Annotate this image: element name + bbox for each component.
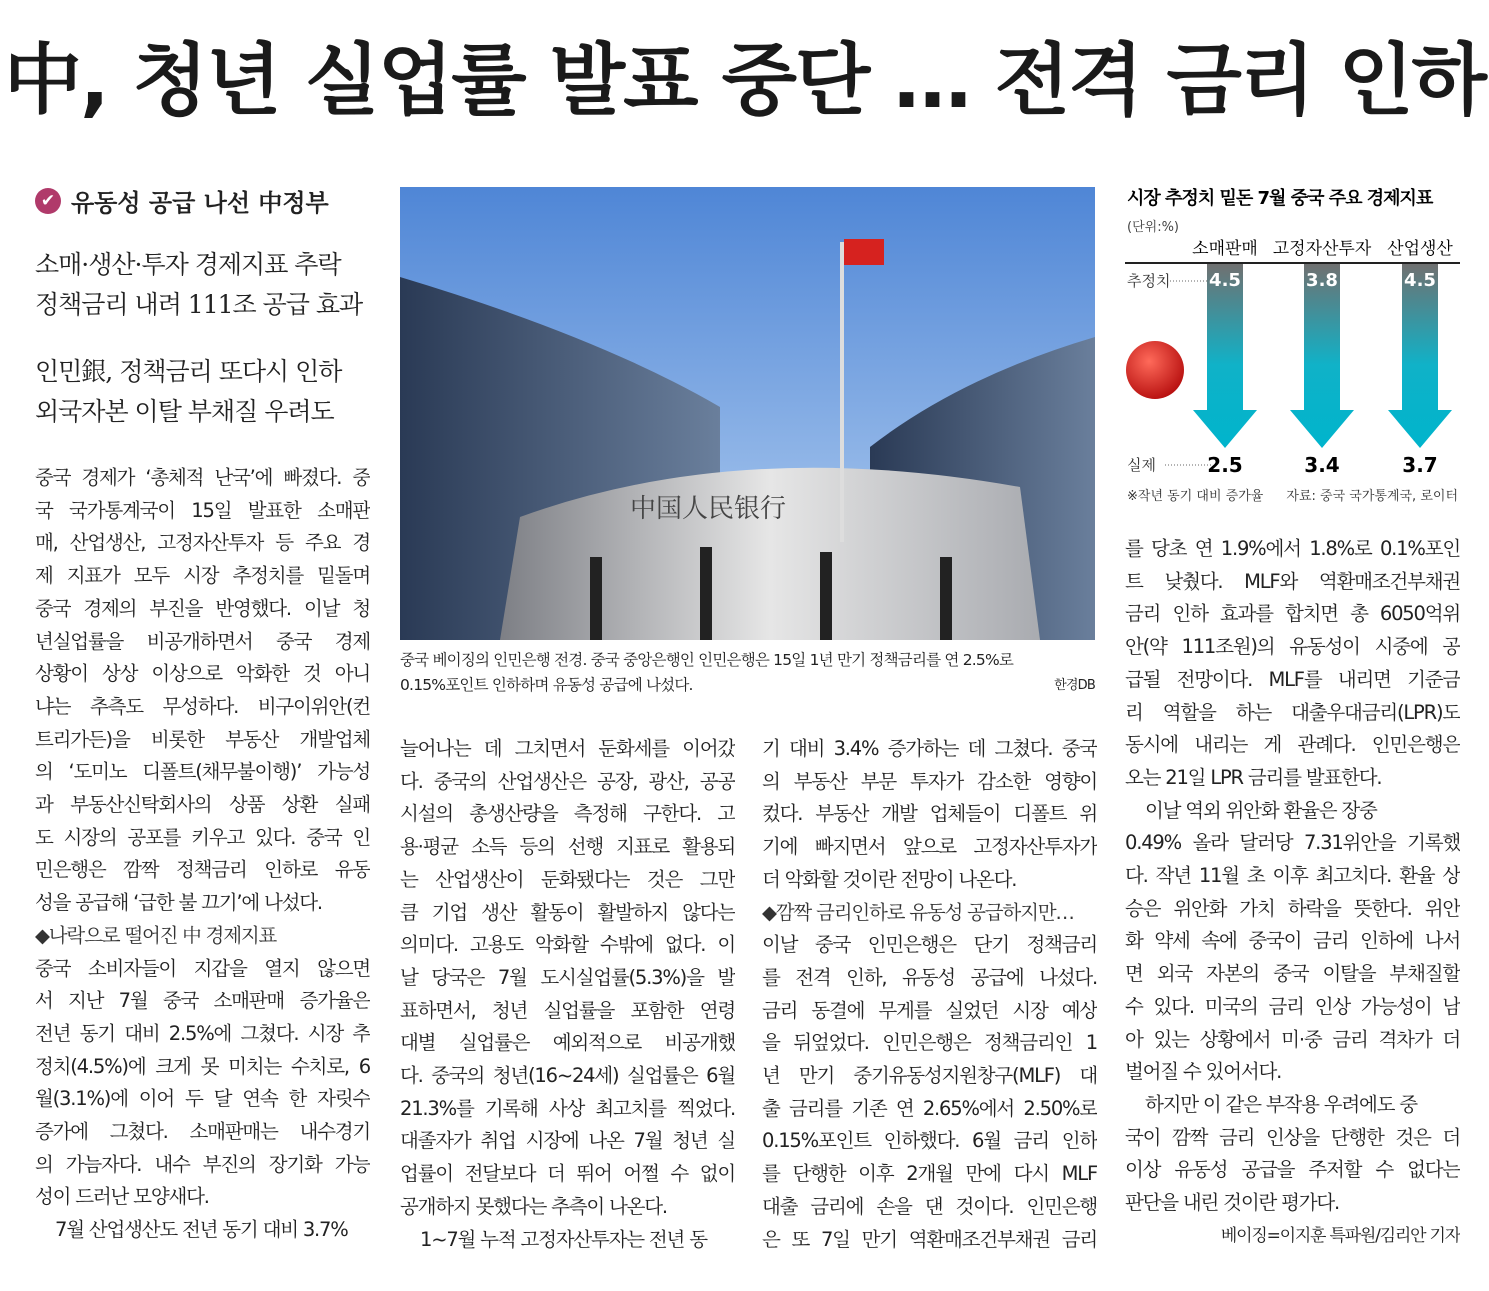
subhead: 정책금리 내려 111조 공급 효과 xyxy=(35,290,363,319)
article-line: ◆깜짝 금리인하로 유동성 공급하지만… xyxy=(762,900,1074,924)
article-line: 판단을 내린 것이란 평가다. xyxy=(1125,1191,1340,1215)
article-line: 는 산업생산이 둔화됐다는 것은 그만 xyxy=(400,867,735,891)
bank-photo xyxy=(400,187,1095,640)
article-line: 성을 공급해 ‘급한 불 끄기’에 나섰다. xyxy=(35,891,322,915)
byline: 베이징=이지훈 특파원/김리안 기자 xyxy=(1220,1225,1460,1246)
article-line: 벌어질 수 있어서다. xyxy=(1125,1060,1282,1084)
photo-credit: 한경DB xyxy=(1054,678,1095,693)
estimate-value: 4.5 xyxy=(1209,270,1241,291)
article-line: 오는 21일 LPR 금리를 발표한다. xyxy=(1125,765,1382,789)
actual-value: 3.4 xyxy=(1304,453,1340,477)
article-line: 국이 깜짝 금리 인상을 단행한 것은 더 xyxy=(1125,1125,1460,1149)
article-line: 의 가늠자다. 내수 부진의 장기화 가능 xyxy=(35,1152,370,1176)
article-line: 은 또 7일 만기 역환매조건부채권 금리 xyxy=(762,1227,1097,1251)
category-label: 산업생산 xyxy=(1387,239,1453,259)
article-line: 과 부동산신탁회사의 상품 상환 실패 xyxy=(35,793,370,817)
indicator-chart xyxy=(1125,180,1460,510)
article-line: 중국 경제가 ‘총체적 난국’에 빠졌다. 중 xyxy=(35,466,370,489)
article-line: 출 금리를 기존 연 2.65%에서 2.50%로 xyxy=(762,1096,1097,1120)
article-line: 월(3.1%)에 이어 두 달 연속 한 자릿수 xyxy=(35,1087,370,1111)
article-line: 성이 드러난 모양새다. xyxy=(35,1185,209,1209)
article-line: 시설의 총생산량을 측정해 구한다. 고 xyxy=(400,802,735,826)
actual-label: 실제 xyxy=(1127,456,1156,474)
article-line: 상황이 상상 이상으로 악화한 것 아니 xyxy=(35,662,370,686)
article-line: 0.49% 올라 달러당 7.31위안을 기록했 xyxy=(1125,831,1460,855)
china-flag-ball-icon xyxy=(1126,341,1184,399)
article-line: 의미다. 고용도 악화할 수밖에 없다. 이 xyxy=(400,933,735,957)
article-line: 더 악화할 것이란 전망이 나온다. xyxy=(762,867,1017,891)
chart-source: 자료: 중국 국가통계국, 로이터 xyxy=(1286,489,1458,504)
article-line: 동시에 내리는 게 관례다. 인민은행은 xyxy=(1125,733,1460,757)
subhead: 소매·생산·투자 경제지표 추락 xyxy=(35,250,341,279)
article-line: 대별 실업률은 예외적으로 비공개했 xyxy=(400,1031,735,1055)
article-line: 의 부동산 부문 투자가 감소한 영향이 xyxy=(762,769,1097,793)
check-icon: ✔ xyxy=(35,188,61,214)
article-line: 늘어나는 데 그치면서 둔화세를 이어갔 xyxy=(400,737,735,760)
kicker-text: 유동성 공급 나선 中정부 xyxy=(71,189,329,217)
article-line: 대출 금리에 손을 댄 것이다. 인민은행 xyxy=(762,1194,1097,1218)
article-line: 트 낮췄다. MLF와 역환매조건부채권 xyxy=(1125,569,1460,593)
article-line: 중국 소비자들이 지갑을 열지 않으면 xyxy=(35,956,370,980)
article-line: 을 뒤엎었다. 인민은행은 정책금리인 1 xyxy=(762,1031,1097,1055)
article-line: 리 역할을 하는 대출우대금리(LPR)도 xyxy=(1125,700,1460,724)
article-line: ◆나락으로 떨어진 中 경제지표 xyxy=(35,923,277,947)
article-line: 21.3%를 기록해 사상 최고치를 찍었다. xyxy=(400,1096,735,1120)
article-line: 의 ‘도미노 디폴트(채무불이행)’ 가능성 xyxy=(35,760,370,784)
article-line: 안(약 111조원)의 유동성이 시중에 공 xyxy=(1125,635,1460,659)
kicker xyxy=(35,183,329,218)
photo-caption xyxy=(400,648,1095,698)
article-line: 이날 중국 인민은행은 단기 정책금리 xyxy=(762,933,1097,957)
article-line: 민은행은 깜짝 정책금리 인하로 유동 xyxy=(35,858,370,882)
article-line: 1~7월 누적 고정자산투자는 전년 동 xyxy=(420,1227,707,1251)
chart-unit: (단위:%) xyxy=(1127,220,1179,235)
article-line: 다. 중국의 산업생산은 공장, 광산, 공공 xyxy=(400,769,735,793)
article-line: 년실업률을 비공개하면서 중국 경제 xyxy=(35,629,370,653)
article-line: 트리가든)을 비롯한 부동산 개발업체 xyxy=(35,727,370,751)
caption-line: 0.15%포인트 인하하며 유동성 공급에 나섰다. xyxy=(400,676,693,694)
article-line: 매, 산업생산, 고정자산투자 등 주요 경 xyxy=(35,531,370,555)
article-column-1 xyxy=(35,462,370,1247)
article-column-3 xyxy=(762,733,1097,1256)
article-line: 년 만기 중기유동성지원창구(MLF) 대 xyxy=(762,1064,1097,1088)
article-line: 중국 경제의 부진을 반영했다. 이날 청 xyxy=(35,596,370,620)
category-label: 소매판매 xyxy=(1192,239,1258,259)
estimate-value: 3.8 xyxy=(1306,270,1338,291)
article-line: 이날 역외 위안화 환율은 장중 xyxy=(1145,798,1377,822)
article-line: 이상 유동성 공급을 주저할 수 없다는 xyxy=(1125,1158,1460,1182)
decline-arrow xyxy=(1193,264,1257,448)
article-line: 7월 산업생산도 전년 동기 대비 3.7% xyxy=(55,1218,348,1242)
article-line: 아 있는 상황에서 미·중 금리 격차가 더 xyxy=(1125,1027,1460,1051)
article-line: 서 지난 7월 중국 소매판매 증가율은 xyxy=(35,989,370,1013)
article-line: 를 전격 인하, 유동성 공급에 나섰다. xyxy=(762,965,1097,989)
article-line: 날 당국은 7월 도시실업률(5.3%)을 발 xyxy=(400,965,735,989)
article-line: 기에 빠지면서 앞으로 고정자산투자가 xyxy=(762,835,1097,859)
subhead: 외국자본 이탈 부채질 우려도 xyxy=(35,397,334,426)
article-line: 표하면서, 청년 실업률을 포함한 연령 xyxy=(400,998,735,1022)
article-line: 용·평균 소득 등의 선행 지표로 활용되 xyxy=(400,835,735,859)
article-line: 면 외국 자본의 중국 이탈을 부채질할 xyxy=(1125,962,1460,986)
article-line: 다. 작년 11월 초 이후 최고치다. 환율 상 xyxy=(1125,864,1460,888)
actual-value: 3.7 xyxy=(1402,453,1438,477)
article-line: 도 시장의 공포를 키우고 있다. 중국 인 xyxy=(35,825,370,849)
article-column-2 xyxy=(400,733,735,1256)
decline-arrow xyxy=(1290,264,1354,448)
article-line: 승은 위안화 가치 하락을 뜻한다. 위안 xyxy=(1125,896,1460,920)
article-line: 제 지표가 모두 시장 추정치를 밑돌며 xyxy=(35,564,370,588)
article-line: 공개하지 못했다는 추측이 나온다. xyxy=(400,1194,667,1218)
article-line: 급될 전망이다. MLF를 내리면 기준금 xyxy=(1125,667,1460,691)
article-line: 수 있다. 미국의 금리 인상 가능성이 남 xyxy=(1125,994,1460,1018)
article-line: 업률이 전달보다 더 뛰어 어쩔 수 없이 xyxy=(400,1162,735,1186)
article-line: 0.15%포인트 인하했다. 6월 금리 인하 xyxy=(762,1129,1097,1153)
article-line: 화 약세 속에 중국이 금리 인하에 나서 xyxy=(1125,929,1460,953)
article-line: 를 당초 연 1.9%에서 1.8%로 0.1%포인 xyxy=(1125,537,1460,560)
article-line: 다. 중국의 청년(16~24세) 실업률은 6월 xyxy=(400,1064,735,1088)
building-sign: 中国人民银行 xyxy=(630,494,787,524)
article-line: 전년 동기 대비 2.5%에 그쳤다. 시장 추 xyxy=(35,1021,370,1045)
article-line: 대졸자가 취업 시장에 나온 7월 청년 실 xyxy=(400,1129,735,1153)
actual-value: 2.5 xyxy=(1207,453,1243,477)
article-line: 금리 인하 효과를 합치면 총 6050억위 xyxy=(1125,602,1460,626)
caption-line: 중국 베이징의 인민은행 전경. 중국 중앙은행인 인민은행은 15일 1년 만기 정책금리를 연 2.5%로 xyxy=(400,651,1014,669)
estimate-value: 4.5 xyxy=(1404,270,1436,291)
article-line: 냐는 추측도 무성하다. 비구이위안(컨 xyxy=(35,694,370,718)
article-line: 하지만 이 같은 부작용 우려에도 중 xyxy=(1145,1092,1417,1116)
article-line: 컸다. 부동산 개발 업체들이 디폴트 위 xyxy=(762,802,1097,826)
subhead: 인민銀, 정책금리 또다시 인하 xyxy=(35,357,342,386)
decline-arrow xyxy=(1388,264,1452,448)
article-line: 를 단행한 이후 2개월 만에 다시 MLF xyxy=(762,1162,1097,1186)
article-line: 기 대비 3.4% 증가하는 데 그쳤다. 중국 xyxy=(762,737,1097,760)
headline: 中, 청년 실업률 발표 중단 … 전격 금리 인하 xyxy=(3,36,1486,126)
article-line: 증가에 그쳤다. 소매판매는 내수경기 xyxy=(35,1120,370,1144)
chart-title: 시장 추정치 밑돈 7월 중국 주요 경제지표 xyxy=(1127,188,1433,209)
article-line: 국 국가통계국이 15일 발표한 소매판 xyxy=(35,498,370,522)
category-label: 고정자산투자 xyxy=(1272,239,1372,259)
estimate-label: 추정치 xyxy=(1127,272,1171,290)
article-line: 금리 동결에 무게를 실었던 시장 예상 xyxy=(762,998,1097,1022)
article-line: 큼 기업 생산 활동이 활발하지 않다는 xyxy=(400,900,735,924)
article-line: 정치(4.5%)에 크게 못 미치는 수치로, 6 xyxy=(35,1054,370,1078)
article-column-4 xyxy=(1125,533,1460,1252)
chart-note: ※작년 동기 대비 증가율 xyxy=(1127,489,1264,504)
